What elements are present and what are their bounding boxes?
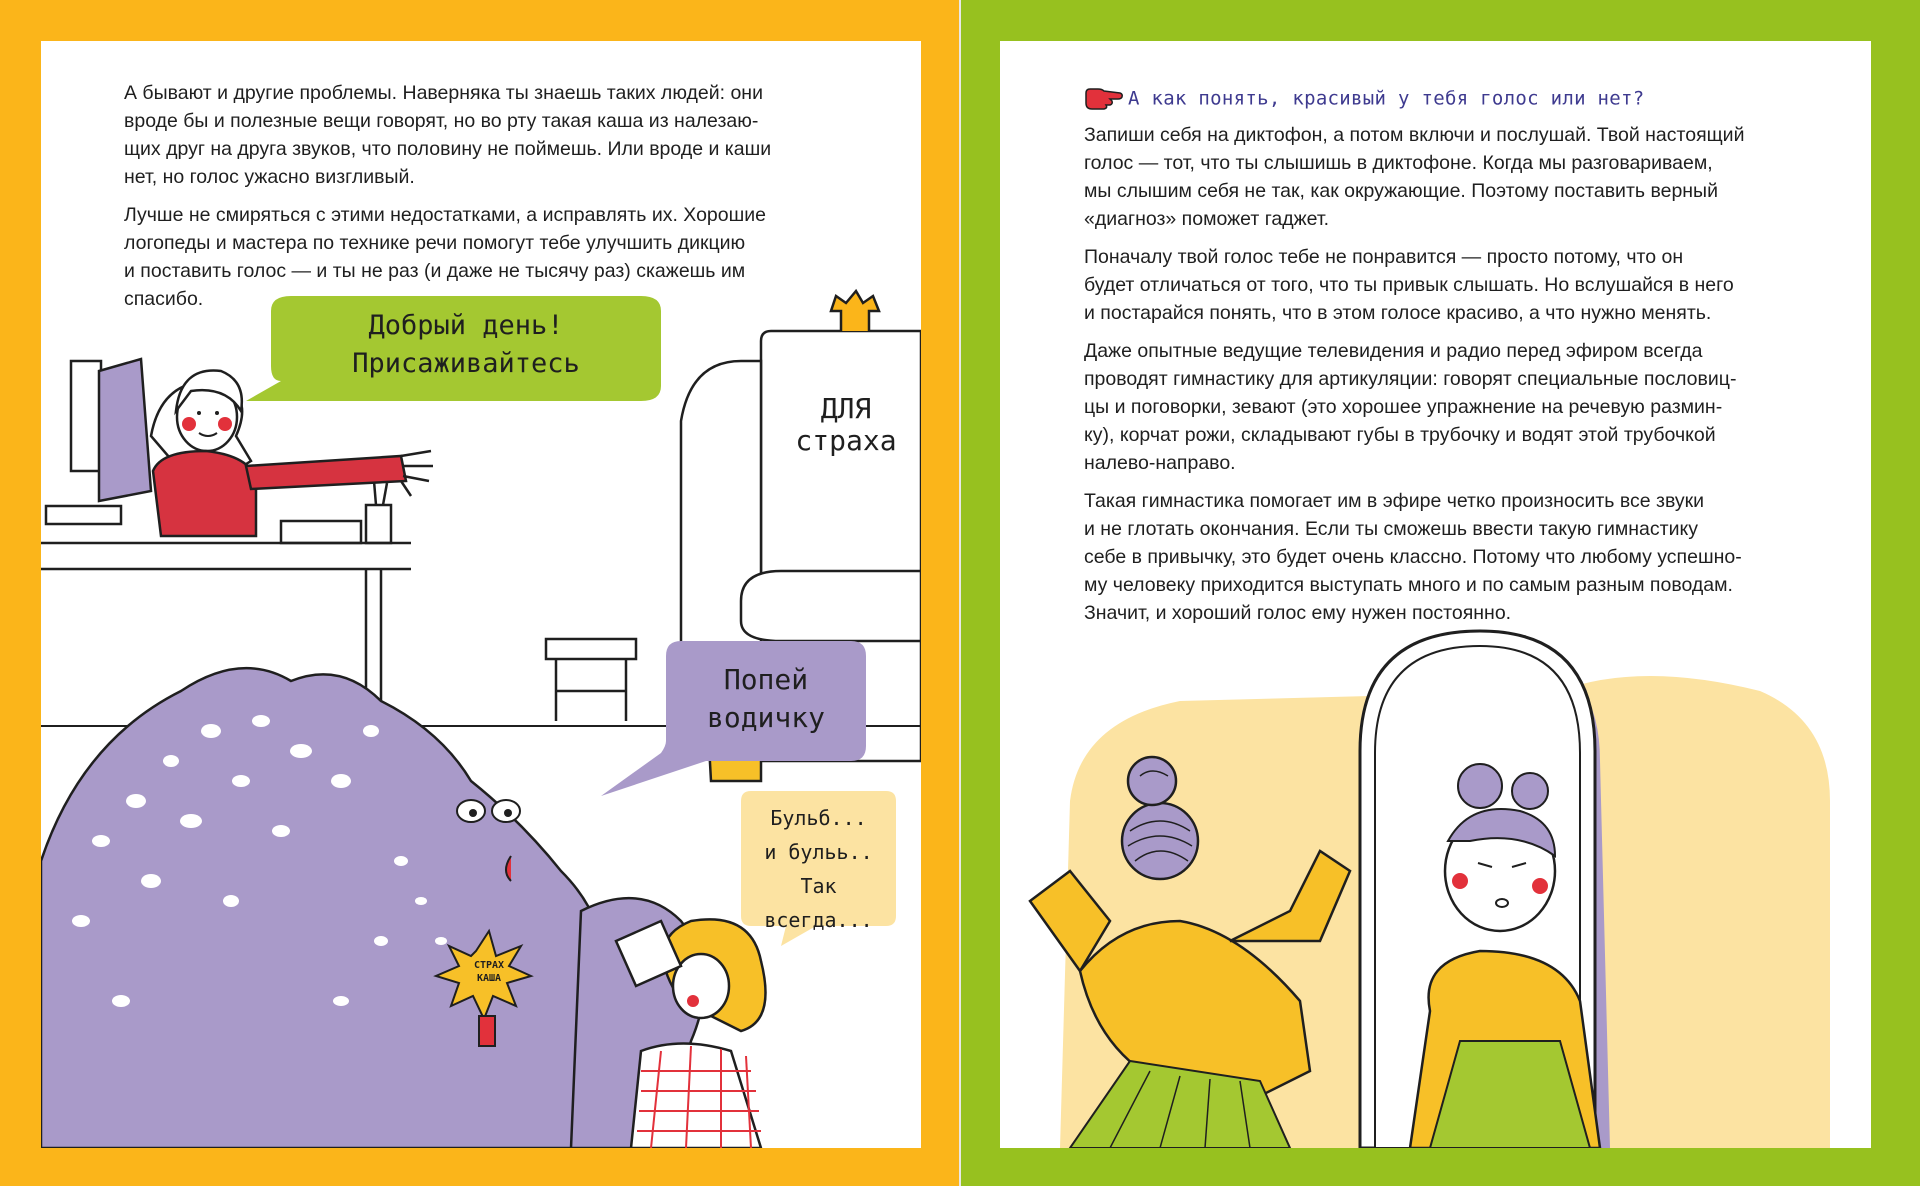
paragraph: Лучше не смиряться с этими недостатками, а исправлять их. Хорошие логопеды и мастера по технике речи помогут тебе улучшить дикцию и поставить голос — и ты не раз (и даже не тысячу раз) скажешь им спасибо.: [124, 204, 766, 310]
water-bubble-text: Попей водичку: [706, 663, 825, 734]
right-illustration: [1000, 41, 1871, 1148]
right-page: [1000, 41, 1871, 1148]
book-spine: [959, 0, 961, 1186]
paragraph: Поначалу твой голос тебе не понравится — просто потому, что он будет отличаться от того, что ты привык слышать. Но вслушайся в него и постарайся понять, что в этом голосе красиво, а что нужно менять.: [1084, 246, 1734, 324]
paragraph: А бывают и другие проблемы. Наверняка ты знаешь таких людей: они вроде бы и полезные вещи говорят, но во рту такая каша из налезаю- щих друг на друга звуков, что половину не поймешь. Или вроде и каши нет, но голос ужасно визгливый.: [124, 82, 772, 188]
greeting-bubble-text: Добрый день! Присаживайтесь: [352, 310, 580, 379]
heading-text: А как понять, красивый у тебя голос или нет?: [1128, 87, 1645, 110]
paragraph: Запиши себя на диктофон, а потом включи и послушай. Твой настоящий голос — тот, что ты слышишь в диктофоне. Когда мы разговариваем, мы слышим себя не так, как окружающие. Поэтому поставить верный «диагноз» поможет гаджет.: [1084, 124, 1745, 230]
armchair-label: ДЛЯ страха: [795, 392, 897, 457]
paragraph: Даже опытные ведущие телевидения и радио перед эфиром всегда проводят гимнастику для артикуляции: говорят специальные пословиц- цы и поговорки, зевают (это хорошее упражнение на речевую размин- ку), корчат рожи, складывают губы в трубочку и водят этой трубочкой налево-направо.: [1084, 340, 1737, 474]
left-page: [41, 41, 921, 1148]
purple-porridge-monster: [41, 668, 704, 1148]
badge-text: СТРАХ КАША: [473, 960, 505, 984]
bulb-bubble-text: Бульб... и бульь.. Так всегда...: [764, 806, 873, 932]
paragraph: Такая гимнастика помогает им в эфире четко произносить все звуки и не глотать окончания. Если ты сможешь ввести такую гимнастику себе в привычку, это будет очень классно. Потому что любому успешно- му человеку приходится выступать много и по самым разным поводам. Значит, и хороший голос ему нужен постоянно.: [1084, 490, 1742, 624]
